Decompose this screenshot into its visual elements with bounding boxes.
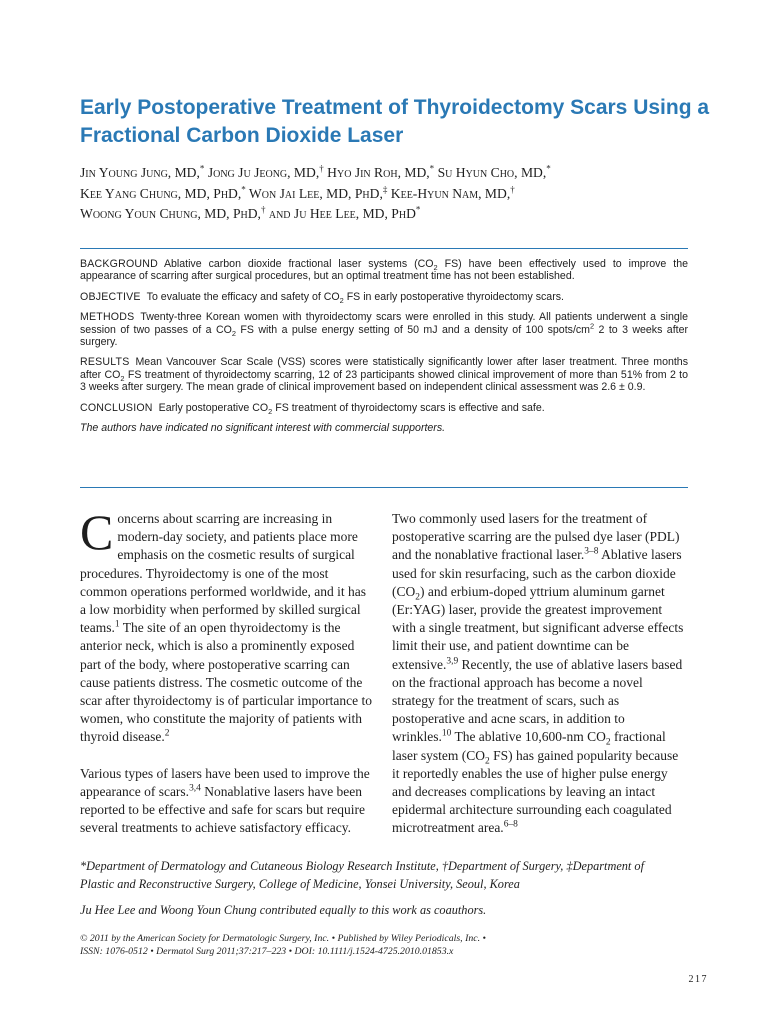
abstract-results <box>80 356 688 393</box>
body-text: Nonablative lasers have been reported to be effective and safe for scars but require several treatments to achieve satisfactory efficacy. <box>80 783 365 836</box>
section-label: OBJECTIVE <box>80 290 141 303</box>
affiliation-mark: * <box>241 183 246 194</box>
reference-mark: 6–8 <box>503 819 518 830</box>
abstract-methods <box>80 311 688 348</box>
subscript: 2 <box>433 263 438 273</box>
subscript: 2 <box>268 406 273 416</box>
reference-mark: 3,4 <box>189 783 201 794</box>
body-text: The ablative 10,600-nm CO <box>451 729 606 745</box>
affiliation-mark: † <box>510 183 515 194</box>
affiliation-mark: † <box>260 204 266 215</box>
abstract-objective <box>80 291 688 303</box>
abstract-text: FS treatment of thyroidectomy scarring, 12 of 23 participants showed clinical improvement of more than 51% from 2 to 3 weeks after surgery. The mean grade of clinical improvement based on independent clinical assessment was 2.6 ± 0.9. <box>80 368 688 394</box>
subscript: 2 <box>484 756 490 767</box>
body-paragraph <box>392 510 687 838</box>
title-line-1: Early Postoperative Treatment of Thyroidectomy Scars Using a <box>80 96 710 119</box>
abstract-text: To evaluate the efficacy and safety of CO <box>146 290 340 303</box>
drop-cap: C <box>80 504 114 560</box>
page-number: 217 <box>688 974 708 985</box>
body-text: Recently, the use of ablative lasers based on the fractional approach has become a novel strategy for the treatment of scars, such as postoperative and acne scars, in addition to wrinkles. <box>392 656 683 745</box>
reference-mark: 3–8 <box>584 546 599 557</box>
affiliation-line: Plastic and Reconstructive Surgery, College of Medicine, Yonsei University, Seoul, Korea <box>80 876 520 891</box>
section-label: METHODS <box>80 311 135 324</box>
subscript: 2 <box>605 738 611 749</box>
issn-line: ISSN: 1076-0512 • Dermatol Surg 2011;37:217–223 • DOI: 10.1111/j.1524-4725.2010.01853.x <box>80 946 454 957</box>
body-column-right <box>392 510 687 838</box>
author-name: Kee Yang Chung, MD, PhD, <box>80 185 242 201</box>
abstract-background <box>80 258 688 283</box>
superscript: 2 <box>590 321 595 331</box>
body-text: oncerns about scarring are increasing in modern-day society, and patients place more emphasis on the cosmetic results of surgical procedures. Thyroidectomy is one of the most common operations performed worldwide, and it has a low morbidity when performed by skilled surgical teams. <box>80 511 367 636</box>
abstract-text: Early postoperative CO <box>158 401 269 414</box>
subscript: 2 <box>231 328 236 338</box>
disclosure-statement: The authors have indicated no significant interest with commercial supporters. <box>80 422 446 435</box>
body-column-left <box>80 504 375 837</box>
author-list <box>80 163 700 225</box>
abstract-text: FS in early postoperative thyroidectomy scars. <box>343 290 564 303</box>
affiliation-mark: * <box>199 163 205 174</box>
abstract-text: FS) have been effectively used to improve the appearance of scarring after surgical procedures, but an optimal treatment time has not been established. <box>80 258 688 283</box>
body-text: fractional laser system (CO <box>392 729 666 763</box>
abstract-conclusion <box>80 402 688 414</box>
subscript: 2 <box>415 592 420 603</box>
body-paragraph <box>80 765 375 838</box>
affiliation-mark: * <box>415 204 421 215</box>
coauthor-note: Ju Hee Lee and Woong Youn Chung contributed equally to this work as coauthors. <box>80 903 487 917</box>
affiliation-mark: † <box>319 163 324 174</box>
article-title <box>80 94 720 150</box>
author-name: Jin Young Jung, MD, <box>80 165 200 180</box>
section-label: BACKGROUND <box>80 258 158 270</box>
abstract-text: Twenty-three Korean women with thyroidectomy scars were enrolled in this study. All patients underwent a single session of two passes of a CO <box>80 311 688 336</box>
reference-mark: 3,9 <box>446 656 459 667</box>
section-label: CONCLUSION <box>80 401 153 414</box>
author-name: Jong Ju Jeong, MD, <box>207 165 320 180</box>
reference-mark: 1 <box>114 619 120 630</box>
abstract-text: 2 to 3 weeks after surgery. <box>80 323 689 349</box>
author-name: Kee-Hyun Nam, MD, <box>390 185 511 201</box>
abstract-text: Mean Vancouver Scar Scale (VSS) scores were statistically significantly lower after laser treatment. Three months after CO <box>80 356 688 381</box>
affiliations-footnote <box>80 858 690 893</box>
subscript: 2 <box>120 373 125 383</box>
author-name: and Ju Hee Lee, MD, PhD <box>268 206 416 221</box>
abstract-bottom-rule <box>80 487 688 488</box>
author-name: Woong Youn Chung, MD, PhD, <box>80 206 261 221</box>
abstract-text: Ablative carbon dioxide fractional laser systems (CO <box>163 258 434 270</box>
body-text: Various types of lasers have been used to improve the appearance of scars. <box>80 765 370 799</box>
title-line-2: Fractional Carbon Dioxide Laser <box>80 124 404 147</box>
abstract-text: FS with a pulse energy setting of 50 mJ and a density of 100 spots/cm <box>235 323 591 336</box>
abstract-text: FS treatment of thyroidectomy scars is effective and safe. <box>272 401 545 414</box>
author-name: Hyo Jin Roh, MD, <box>327 165 430 180</box>
body-text: The site of an open thyroidectomy is the anterior neck, which is also a prominently exposed part of the body, where postoperative scarring can cause patients distress. The cosmetic outcome of the scar after thyroidectomy is of particular importance to women, who constitute the majority of patients with thyroid disease. <box>80 620 373 745</box>
author-line-2 <box>80 184 700 205</box>
author-line-3 <box>80 204 700 225</box>
body-text: Ablative lasers used for skin resurfacing, such as the carbon dioxide (CO <box>392 547 682 599</box>
abstract <box>80 258 688 442</box>
body-paragraph <box>80 504 375 747</box>
author-name: Won Jai Lee, MD, PhD, <box>248 185 383 201</box>
affiliation-mark: * <box>546 163 551 174</box>
body-text: Two commonly used lasers for the treatment of postoperative scarring are the pulsed dye laser (PDL) and the nonablative fractional laser. <box>392 511 680 563</box>
author-name: Su Hyun Cho, MD, <box>437 165 547 180</box>
affiliation-mark: ‡ <box>382 183 388 194</box>
subscript: 2 <box>339 295 344 305</box>
body-text: ) and erbium-doped yttrium aluminum garnet (Er:YAG) laser, provide the greatest improvement with a single treatment, but significant adverse effects limit their use, and patient downtime can be extensive. <box>392 583 684 672</box>
abstract-top-rule <box>80 248 688 249</box>
reference-mark: 2 <box>164 728 170 739</box>
copyright-block <box>80 932 690 958</box>
body-text: FS) has gained popularity because it reportedly enables the use of higher pulse energy and decreases complications by leaving an intact epidermal architecture surrounding each coagulated microtreatment area. <box>392 747 679 836</box>
author-line-1 <box>80 163 700 184</box>
reference-mark: 10 <box>441 728 452 739</box>
affiliation-mark: * <box>429 163 435 174</box>
affiliation-line: *Department of Dermatology and Cutaneous Biology Research Institute, †Department of Surgery, ‡Department of <box>80 859 644 873</box>
copyright-line: © 2011 by the American Society for Dermatologic Surgery, Inc. • Published by Wiley Periodicals, Inc. • <box>80 933 486 944</box>
section-label: RESULTS <box>80 356 130 369</box>
